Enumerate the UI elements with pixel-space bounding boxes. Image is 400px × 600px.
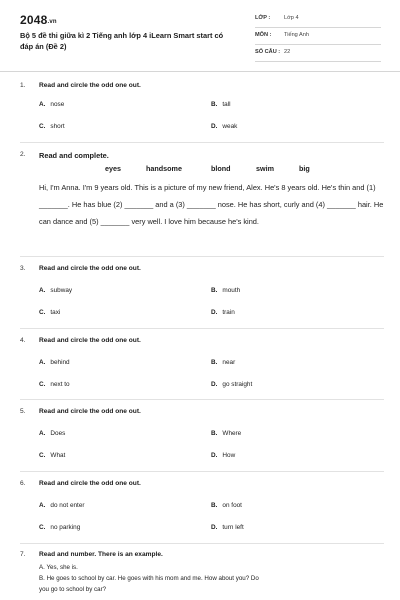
option-text: weak (222, 123, 238, 130)
dialogue-line: you go to school by car? (39, 586, 107, 593)
option-d[interactable] (211, 123, 237, 130)
option-d[interactable] (211, 452, 235, 459)
option-letter: C. (39, 381, 46, 388)
option-d[interactable] (211, 524, 244, 531)
section-divider (20, 328, 384, 329)
question-instruction: Read and circle the odd one out. (39, 82, 141, 89)
reading-passage: Hi, I'm Anna. I'm 9 years old. This is a picture of my new friend, Alex. He's 8 years old. He's thin and (1) _______. He has blue (2) _______ and a (3) _______ nose. He has short, curly and (4) _______ hair. He can dance and (5) _______ very well. I love him because he's kind. (39, 183, 384, 227)
option-text: nose (50, 101, 65, 108)
question-instruction: Read and circle the odd one out. (39, 408, 141, 415)
option-text: turn left (222, 524, 244, 531)
word-bank (20, 164, 384, 174)
document-header (0, 0, 400, 72)
option-letter: D. (211, 381, 218, 388)
question-instruction: Read and circle the odd one out. (39, 337, 141, 344)
option-a[interactable] (39, 502, 85, 509)
option-text: near (222, 359, 236, 366)
option-c[interactable] (39, 524, 80, 531)
option-text: short (50, 123, 65, 130)
option-b[interactable] (211, 287, 240, 294)
question-number: 4. (20, 337, 26, 344)
word-bank-item: handsome (146, 164, 182, 173)
option-text: mouth (222, 287, 241, 294)
question-number: 5. (20, 408, 26, 415)
dialogue-line: A. Yes, she is. (39, 564, 78, 571)
meta-row-class (255, 12, 381, 28)
option-text: taxi (50, 309, 61, 316)
option-letter: A. (39, 287, 46, 294)
option-b[interactable] (211, 101, 231, 108)
logo-text: 2048 (20, 13, 48, 27)
option-text: train (222, 309, 235, 316)
option-letter: B. (211, 359, 218, 366)
option-b[interactable] (211, 359, 235, 366)
option-letter: B. (211, 502, 218, 509)
option-letter: C. (39, 452, 46, 459)
option-c[interactable] (39, 123, 65, 130)
document-title: Bộ 5 đề thi giữa kì 2 Tiếng anh lớp 4 iLearn Smart start có đáp án (Đề 2) (20, 31, 224, 51)
option-text: go straight (222, 381, 253, 388)
option-a[interactable] (39, 359, 70, 366)
option-letter: D. (211, 123, 218, 130)
question-number: 1. (20, 82, 26, 89)
option-b[interactable] (211, 430, 241, 437)
option-d[interactable] (211, 309, 235, 316)
question-instruction: Read and number. There is an example. (39, 551, 163, 558)
option-text: Where (222, 430, 242, 437)
meta-label: LỚP : (255, 15, 271, 21)
option-letter: A. (39, 502, 46, 509)
option-a[interactable] (39, 101, 64, 108)
meta-label: MÔN : (255, 32, 272, 38)
question-number: 7. (20, 551, 26, 558)
site-logo[interactable] (20, 13, 57, 27)
section-divider (20, 142, 384, 143)
option-text: do not enter (50, 502, 85, 509)
question-instruction: Read and circle the odd one out. (39, 265, 141, 272)
option-d[interactable] (211, 381, 252, 388)
option-letter: C. (39, 123, 46, 130)
word-bank-item: big (299, 164, 310, 173)
option-b[interactable] (211, 502, 242, 509)
question-number: 3. (20, 265, 26, 272)
dialogue-line: B. He goes to school by car. He goes with his mom and me. How about you? Do (39, 575, 259, 582)
option-c[interactable] (39, 309, 60, 316)
meta-value: 22 (284, 49, 291, 55)
option-letter: A. (39, 359, 46, 366)
option-letter: D. (211, 452, 218, 459)
option-text: behind (50, 359, 70, 366)
section-divider (20, 471, 384, 472)
section-divider (20, 399, 384, 400)
option-text: tall (222, 101, 231, 108)
option-c[interactable] (39, 452, 65, 459)
meta-label: SỐ CÂU : (255, 49, 281, 55)
option-letter: B. (211, 101, 218, 108)
option-text: How (222, 452, 236, 459)
meta-value: Lớp 4 (284, 15, 299, 21)
option-letter: B. (211, 430, 218, 437)
option-c[interactable] (39, 381, 70, 388)
option-letter: D. (211, 309, 218, 316)
option-text: no parking (50, 524, 81, 531)
option-letter: D. (211, 524, 218, 531)
meta-row-count (255, 46, 381, 62)
word-bank-item: swim (256, 164, 274, 173)
meta-value: Tiếng Anh (284, 32, 309, 38)
question-number: 2. (20, 151, 26, 158)
option-text: What (50, 452, 66, 459)
question-instruction: Read and complete. (39, 151, 109, 160)
option-letter: C. (39, 309, 46, 316)
word-bank-item: eyes (105, 164, 121, 173)
option-letter: B. (211, 287, 218, 294)
option-text: subway (50, 287, 73, 294)
question-instruction: Read and circle the odd one out. (39, 480, 141, 487)
option-letter: A. (39, 101, 46, 108)
logo-tld: .vn (47, 19, 57, 25)
option-text: on foot (222, 502, 242, 509)
question-number: 6. (20, 480, 26, 487)
option-letter: C. (39, 524, 46, 531)
section-divider (20, 256, 384, 257)
option-letter: A. (39, 430, 46, 437)
word-bank-item: blond (211, 164, 231, 173)
option-text: Does (50, 430, 66, 437)
option-text: next to (50, 381, 70, 388)
meta-row-subject (255, 29, 381, 45)
option-a[interactable] (39, 287, 72, 294)
section-divider (20, 543, 384, 544)
option-a[interactable] (39, 430, 65, 437)
